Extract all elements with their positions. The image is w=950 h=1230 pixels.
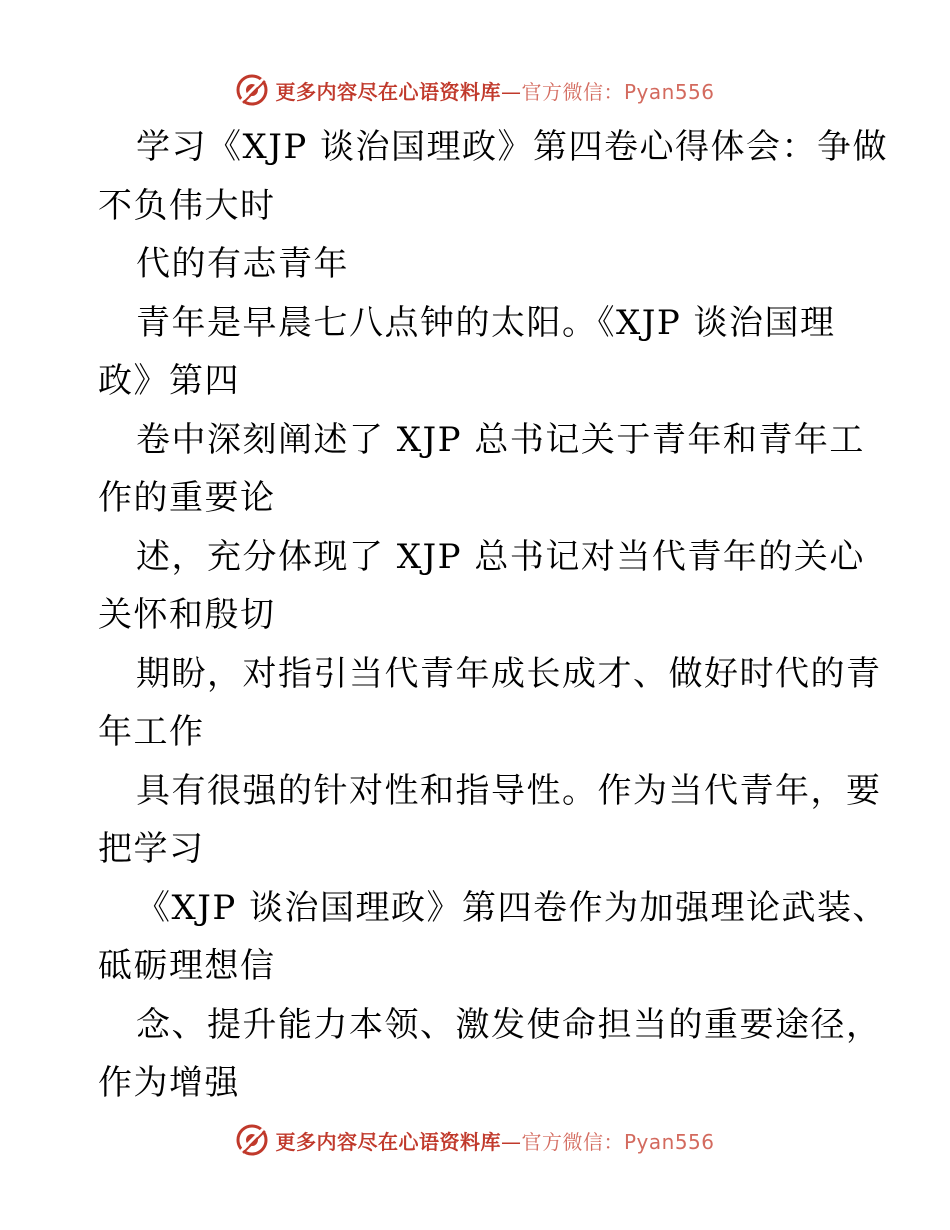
logo-icon <box>235 1123 269 1157</box>
banner-secondary-text: 官方微信： <box>521 79 624 104</box>
text-line: 作为增强 <box>98 1063 240 1103</box>
text-line: 学习《XJP 谈治国理政》第四卷心得体会：争做 <box>136 127 889 167</box>
text-line: 期盼，对指引当代青年成长成才、做好时代的青 <box>136 653 882 694</box>
text-line: 念、提升能力本领、激发使命担当的重要途径， <box>136 1004 882 1045</box>
text-line: 政》第四 <box>98 361 240 401</box>
header-watermark-text <box>275 76 714 105</box>
footer-watermark-text <box>275 1126 714 1155</box>
document-body <box>98 118 889 1113</box>
text-line: 代的有志青年 <box>136 244 349 284</box>
banner-primary-text: 更多内容尽在心语资料库 <box>275 1129 501 1154</box>
text-line: 关怀和殷切 <box>98 595 276 635</box>
text-line: 《XJP 谈治国理政》第四卷作为加强理论武装、 <box>136 887 889 928</box>
banner-handle: Pyan556 <box>623 79 715 104</box>
banner-handle: Pyan556 <box>623 1129 715 1154</box>
text-line: 作的重要论 <box>98 478 276 518</box>
text-line: 不负伟大时 <box>98 185 276 226</box>
header-watermark-banner <box>0 70 950 110</box>
banner-separator: — <box>500 1129 522 1154</box>
banner-secondary-text: 官方微信： <box>521 1129 624 1154</box>
text-line: 砥砺理想信 <box>98 946 276 986</box>
text-line: 述，充分体现了 XJP 总书记对当代青年的关心 <box>136 536 865 577</box>
banner-primary-text: 更多内容尽在心语资料库 <box>275 79 501 104</box>
text-line: 卷中深刻阐述了 XJP 总书记关于青年和青年工 <box>136 419 865 460</box>
logo-icon <box>235 73 269 107</box>
text-line: 青年是早晨七八点钟的太阳。《XJP 谈治国理 <box>136 302 836 343</box>
text-line: 具有很强的针对性和指导性。作为当代青年，要 <box>136 770 882 811</box>
banner-separator: — <box>500 79 522 104</box>
text-line: 把学习 <box>98 829 205 869</box>
footer-watermark-banner <box>0 1120 950 1160</box>
text-line: 年工作 <box>98 712 205 752</box>
